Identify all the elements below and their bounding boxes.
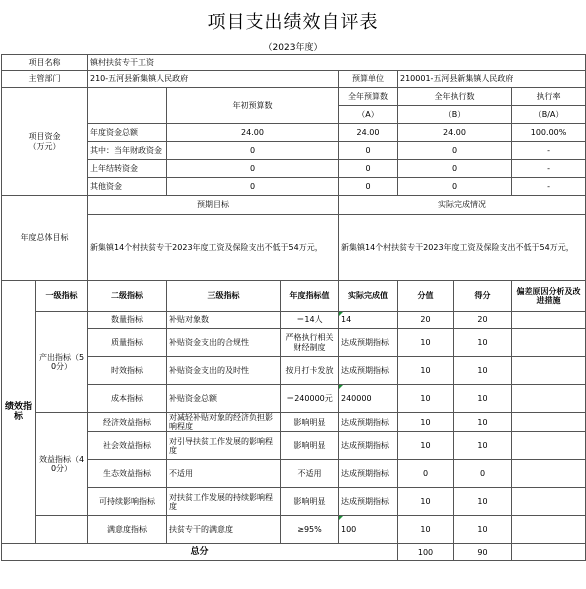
got-cell: 10 bbox=[454, 516, 512, 544]
funds-initial: 0 bbox=[167, 178, 339, 196]
h-actual: 实际完成值 bbox=[339, 281, 398, 312]
actual-cell: 达成预期指标 bbox=[339, 432, 398, 460]
funds-row bbox=[2, 178, 586, 196]
indicator-row bbox=[2, 312, 586, 329]
score-cell: 10 bbox=[398, 413, 454, 432]
l3-cell: 补贴对象数 bbox=[167, 312, 281, 329]
actual-cell: 达成预期指标 bbox=[339, 357, 398, 385]
l3-cell: 补贴资金总额 bbox=[167, 385, 281, 413]
got-cell: 10 bbox=[454, 329, 512, 357]
funds-annual: 0 bbox=[339, 142, 398, 160]
perf-section-label: 绩效指标 bbox=[2, 281, 36, 544]
l3-cell: 不适用 bbox=[167, 460, 281, 488]
funds-exec: 0 bbox=[398, 142, 512, 160]
reason-cell bbox=[512, 385, 586, 413]
indicator-row bbox=[2, 413, 586, 432]
total-got: 90 bbox=[454, 544, 512, 561]
col-annual-header: 全年预算数 bbox=[339, 88, 398, 106]
funds-rate: - bbox=[512, 178, 586, 196]
total-score: 100 bbox=[398, 544, 454, 561]
l3-cell: 对引导扶贫工作发展的影响程度 bbox=[167, 432, 281, 460]
sub-ba: （B/A） bbox=[512, 106, 586, 124]
funds-label: 项目资金 （万元） bbox=[2, 88, 88, 196]
total-row bbox=[2, 544, 586, 561]
funds-row-label: 其他资金 bbox=[88, 178, 167, 196]
l3-cell: 补贴资金支出的合规性 bbox=[167, 329, 281, 357]
l3-cell: 补贴资金支出的及时性 bbox=[167, 357, 281, 385]
funds-exec: 0 bbox=[398, 178, 512, 196]
funds-row bbox=[2, 160, 586, 178]
score-cell: 10 bbox=[398, 432, 454, 460]
l2-cell: 可持续影响指标 bbox=[88, 488, 167, 516]
page-title: 项目支出绩效自评表 bbox=[207, 12, 379, 33]
dept-value: 210-五河县新集镇人民政府 bbox=[88, 71, 339, 88]
indicator-row bbox=[2, 385, 586, 413]
l2-cell: 时效指标 bbox=[88, 357, 167, 385]
funds-annual: 0 bbox=[339, 178, 398, 196]
indicator-row bbox=[2, 432, 586, 460]
reason-cell bbox=[512, 413, 586, 432]
got-cell: 10 bbox=[454, 385, 512, 413]
h-got: 得分 bbox=[454, 281, 512, 312]
actual-goal: 新集镇14个村扶贫专干2023年度工资及保险支出不低于54万元， bbox=[339, 215, 586, 281]
project-name: 镇村扶贫专干工资 bbox=[88, 55, 586, 71]
actual-cell: 100 bbox=[339, 516, 398, 544]
evaluation-table bbox=[1, 54, 586, 561]
got-cell: 10 bbox=[454, 357, 512, 385]
funds-row bbox=[2, 142, 586, 160]
output-label: 产出指标（50分） bbox=[36, 312, 88, 413]
target-cell: 按月打卡发放 bbox=[281, 357, 339, 385]
target-cell: 影响明显 bbox=[281, 488, 339, 516]
h-score: 分值 bbox=[398, 281, 454, 312]
satisfaction-l1-blank bbox=[36, 516, 88, 544]
goals-label: 年度总体目标 bbox=[2, 196, 88, 281]
funds-initial: 0 bbox=[167, 160, 339, 178]
col-exec-header: 全年执行数 bbox=[398, 88, 512, 106]
target-cell: 影响明显 bbox=[281, 432, 339, 460]
h-reason: 偏差原因分析及改进措施 bbox=[512, 281, 586, 312]
l3-cell: 对扶贫工作发展的持续影响程度 bbox=[167, 488, 281, 516]
target-cell: 不适用 bbox=[281, 460, 339, 488]
col-initial-header: 年初预算数 bbox=[167, 88, 339, 124]
l2-cell: 社会效益指标 bbox=[88, 432, 167, 460]
h-target: 年度指标值 bbox=[281, 281, 339, 312]
reason-cell bbox=[512, 312, 586, 329]
got-cell: 0 bbox=[454, 460, 512, 488]
got-cell: 20 bbox=[454, 312, 512, 329]
funds-rate: - bbox=[512, 142, 586, 160]
h-l1: 一级指标 bbox=[36, 281, 88, 312]
got-cell: 10 bbox=[454, 432, 512, 460]
funds-row-label: 其中：当年财政资金 bbox=[88, 142, 167, 160]
reason-cell bbox=[512, 432, 586, 460]
total-label: 总分 bbox=[2, 544, 398, 561]
funds-rate: 100.00% bbox=[512, 124, 586, 142]
funds-initial: 0 bbox=[167, 142, 339, 160]
funds-row bbox=[2, 124, 586, 142]
dept-label: 主管部门 bbox=[2, 71, 88, 88]
total-reason bbox=[512, 544, 586, 561]
funds-row-label: 上年结转资金 bbox=[88, 160, 167, 178]
reason-cell bbox=[512, 329, 586, 357]
funds-initial: 24.00 bbox=[167, 124, 339, 142]
got-cell: 10 bbox=[454, 488, 512, 516]
reason-cell bbox=[512, 460, 586, 488]
expected-header: 预期目标 bbox=[88, 196, 339, 215]
reason-cell bbox=[512, 357, 586, 385]
indicator-row bbox=[2, 516, 586, 544]
score-cell: 10 bbox=[398, 357, 454, 385]
got-cell: 10 bbox=[454, 413, 512, 432]
actual-cell: 达成预期指标 bbox=[339, 413, 398, 432]
funds-rate: - bbox=[512, 160, 586, 178]
l2-cell: 数量指标 bbox=[88, 312, 167, 329]
l2-cell: 质量指标 bbox=[88, 329, 167, 357]
funds-exec: 24.00 bbox=[398, 124, 512, 142]
reason-cell bbox=[512, 488, 586, 516]
target-cell: 严格执行相关财经制度 bbox=[281, 329, 339, 357]
score-cell: 10 bbox=[398, 329, 454, 357]
funds-annual: 24.00 bbox=[339, 124, 398, 142]
expected-goal: 新集镇14个村扶贫专干2023年度工资及保险支出不低于54万元， bbox=[88, 215, 339, 281]
target-cell: ＝14人 bbox=[281, 312, 339, 329]
target-cell: 影响明显 bbox=[281, 413, 339, 432]
benefit-label: 效益指标（40分） bbox=[36, 413, 88, 516]
reason-cell bbox=[512, 516, 586, 544]
l2-cell: 满意度指标 bbox=[88, 516, 167, 544]
sub-b: （B） bbox=[398, 106, 512, 124]
h-l3: 三级指标 bbox=[167, 281, 281, 312]
l3-cell: 对减轻补贴对象的经济负担影响程度 bbox=[167, 413, 281, 432]
funds-exec: 0 bbox=[398, 160, 512, 178]
l2-cell: 成本指标 bbox=[88, 385, 167, 413]
score-cell: 10 bbox=[398, 385, 454, 413]
project-name-label: 项目名称 bbox=[2, 55, 88, 71]
h-l2: 二级指标 bbox=[88, 281, 167, 312]
score-cell: 0 bbox=[398, 460, 454, 488]
actual-cell: 达成预期指标 bbox=[339, 488, 398, 516]
unit-value: 210001-五河县新集镇人民政府 bbox=[398, 71, 586, 88]
indicator-row bbox=[2, 460, 586, 488]
unit-label: 预算单位 bbox=[339, 71, 398, 88]
score-cell: 20 bbox=[398, 312, 454, 329]
indicator-row bbox=[2, 329, 586, 357]
actual-cell: 14 bbox=[339, 312, 398, 329]
col-rate-header: 执行率 bbox=[512, 88, 586, 106]
year-label: （2023年度） bbox=[263, 43, 323, 53]
score-cell: 10 bbox=[398, 516, 454, 544]
target-cell: ≥95% bbox=[281, 516, 339, 544]
score-cell: 10 bbox=[398, 488, 454, 516]
l2-cell: 生态效益指标 bbox=[88, 460, 167, 488]
actual-cell: 达成预期指标 bbox=[339, 460, 398, 488]
funds-blank bbox=[88, 88, 167, 124]
l3-cell: 扶贫专干的满意度 bbox=[167, 516, 281, 544]
sub-a: （A） bbox=[339, 106, 398, 124]
actual-header: 实际完成情况 bbox=[339, 196, 586, 215]
funds-row-label: 年度资金总额 bbox=[88, 124, 167, 142]
actual-cell: 240000 bbox=[339, 385, 398, 413]
l2-cell: 经济效益指标 bbox=[88, 413, 167, 432]
indicator-row bbox=[2, 488, 586, 516]
funds-annual: 0 bbox=[339, 160, 398, 178]
indicator-row bbox=[2, 357, 586, 385]
target-cell: ＝240000元 bbox=[281, 385, 339, 413]
actual-cell: 达成预期指标 bbox=[339, 329, 398, 357]
